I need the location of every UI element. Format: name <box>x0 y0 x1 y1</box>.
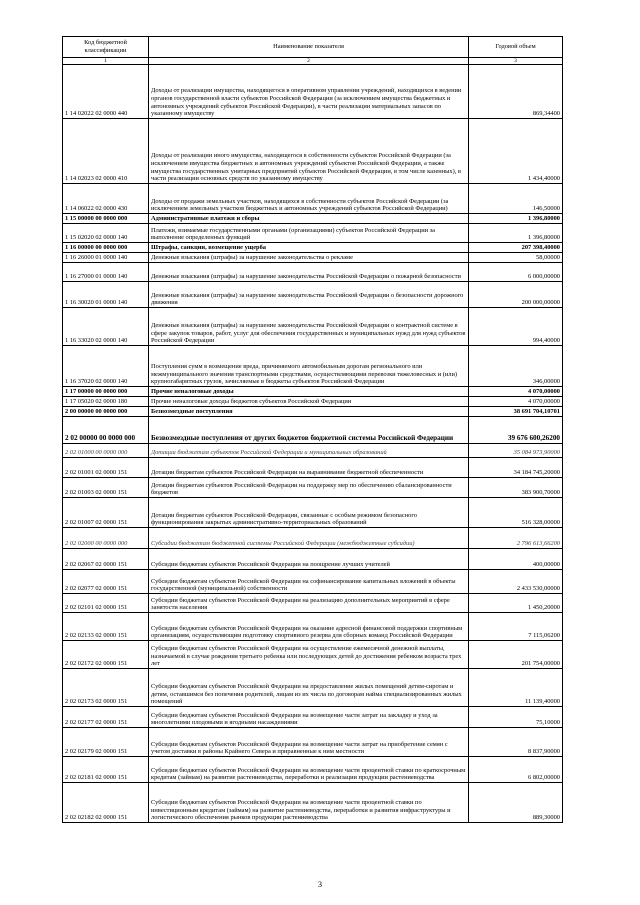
row-name: Доходы от реализации иного имущества, находящегося в собственности субъектов Российской Федерации (за исключением имущества бюджетных и автономных учреждений субъектов Российской Федерации, а также имущества государственных унитарных предприятий субъектов Российской Федерации, в том числе казенных), в части реализации основных средств по указанному имуществу <box>149 119 469 184</box>
row-code: 2 02 02179 02 0000 151 <box>63 728 149 757</box>
row-name: Субсидии бюджетам субъектов Российской Федерации на возмещение части затрат на приобретение семян с учетом доставки в районы Крайнего Севера и приравненные к ним местности <box>149 728 469 757</box>
row-amount: 2 796 613,66200 <box>469 528 563 549</box>
row-amount: 207 398,40000 <box>469 243 563 253</box>
row-code: 1 16 27000 01 0000 140 <box>63 263 149 282</box>
row-name: Субсидии бюджетам субъектов Российской Федерации на осуществление ежемесячной денежной выплаты, назначаемой в случае рождения третьего ребенка или последующих детей до достижения ребенком возраста трех лет <box>149 641 469 669</box>
row-code: 2 02 02077 02 0000 151 <box>63 570 149 594</box>
row-code: 2 02 02177 02 0000 151 <box>63 707 149 728</box>
table-row <box>63 594 563 613</box>
table-row <box>63 707 563 728</box>
row-name: Субсидии бюджетам субъектов Российской Федерации на предоставление жилых помещений детям-сиротам и детям, оставшимся без попечения родителей, лицам из их числа по договорам найма специализированных жилых помещений <box>149 669 469 707</box>
table-row <box>63 224 563 243</box>
row-code: 2 02 02133 02 0000 151 <box>63 613 149 641</box>
table-row <box>63 417 563 444</box>
row-code: 1 16 00000 00 0000 000 <box>63 243 149 253</box>
row-code: 1 16 26000 01 0000 140 <box>63 253 149 263</box>
row-amount: 8 837,90000 <box>469 728 563 757</box>
row-name: Дотации бюджетам субъектов Российской Федерации на поддержку мер по обеспечению сбалансированности бюджетов <box>149 478 469 498</box>
row-name: Денежные взыскания (штрафы) за нарушение законодательства Российской Федерации о безопасности дорожного движения <box>149 282 469 308</box>
table-row <box>63 119 563 184</box>
table-row <box>63 407 563 417</box>
page-number: 3 <box>318 880 322 889</box>
header-code: Код бюджетной классификации <box>63 37 149 58</box>
row-name: Доходы от продажи земельных участков, находящихся в собственности субъектов Российской Федерации (за исключением земельных участков бюджетных и автономных учреждений субъектов Российской Федерации) <box>149 184 469 214</box>
row-name: Субсидии бюджетам бюджетной системы Российской Федерации (межбюджетные субсидии) <box>149 528 469 549</box>
row-amount: 4 070,00000 <box>469 397 563 407</box>
row-amount: 889,30000 <box>469 783 563 823</box>
row-name: Субсидии бюджетам субъектов Российской Федерации на оказание адресной финансовой поддержки спортивным организациям, осуществляющим подготовку спортивного резерва для сборных команд Российской Федерации <box>149 613 469 641</box>
row-code: 2 02 02101 02 0000 151 <box>63 594 149 613</box>
row-name: Безвозмездные поступления от других бюджетов бюджетной системы Российской Федерации <box>149 417 469 444</box>
column-number-3: 3 <box>469 57 563 65</box>
table-row <box>63 282 563 308</box>
table-row <box>63 669 563 707</box>
row-amount: 34 184 745,20000 <box>469 458 563 478</box>
row-amount: 994,40000 <box>469 308 563 346</box>
table-row <box>63 549 563 570</box>
row-name: Прочие неналоговые доходы <box>149 387 469 397</box>
row-name: Дотации бюджетам субъектов Российской Федерации и муниципальных образований <box>149 444 469 458</box>
row-name: Доходы от реализации имущества, находящегося в оперативном управлении учреждений, находящихся в ведении органов государственной власти субъектов Российской Федерации (за исключением имущества бюджетных и автономных учреждений субъектов Российской Федерации), в части реализации материальных запасов по указанному имуществу <box>149 65 469 119</box>
row-name: Денежные взыскания (штрафы) за нарушение законодательства о рекламе <box>149 253 469 263</box>
row-code: 2 00 00000 00 0000 000 <box>63 407 149 417</box>
table-row <box>63 263 563 282</box>
table-row <box>63 184 563 214</box>
row-name: Субсидии бюджетам субъектов Российской Федерации на возмещение части процентной ставки по краткосрочным кредитам (займам) на развитие растениеводства, переработки и реализации продукции растениеводства <box>149 757 469 783</box>
table-row <box>63 214 563 224</box>
row-amount: 7 115,06200 <box>469 613 563 641</box>
row-amount: 346,00000 <box>469 346 563 387</box>
table-row <box>63 757 563 783</box>
table-row <box>63 728 563 757</box>
row-amount: 38 691 704,10701 <box>469 407 563 417</box>
row-code: 1 17 00000 00 0000 000 <box>63 387 149 397</box>
row-code: 2 02 02181 02 0000 151 <box>63 757 149 783</box>
row-name: Субсидии бюджетам субъектов Российской Федерации на возмещение части затрат на закладку и уход за многолетними плодовыми и ягодными насаждениями <box>149 707 469 728</box>
row-amount: 6 802,00000 <box>469 757 563 783</box>
row-amount: 58,00000 <box>469 253 563 263</box>
row-amount: 75,10000 <box>469 707 563 728</box>
row-amount: 35 084 973,90000 <box>469 444 563 458</box>
row-name: Субсидии бюджетам субъектов Российской Федерации на софинансирование капитальных вложений в объекты государственной (муниципальной) собственности <box>149 570 469 594</box>
row-name: Субсидии бюджетам субъектов Российской Федерации на реализацию дополнительных мероприятий в сфере занятости населения <box>149 594 469 613</box>
row-code: 1 17 05020 02 0000 180 <box>63 397 149 407</box>
row-code: 2 02 02067 02 0000 151 <box>63 549 149 570</box>
row-name: Платежи, взимаемые государственными органами (организациями) субъектов Российской Федерации за выполнение определенных функций <box>149 224 469 243</box>
row-amount: 2 433 530,00000 <box>469 570 563 594</box>
row-code: 2 02 02182 02 0000 151 <box>63 783 149 823</box>
table-row <box>63 613 563 641</box>
row-amount: 11 139,40000 <box>469 669 563 707</box>
row-code: 2 02 00000 00 0000 000 <box>63 417 149 444</box>
row-code: 2 02 01003 02 0000 151 <box>63 478 149 498</box>
table-row <box>63 458 563 478</box>
row-name: Денежные взыскания (штрафы) за нарушение законодательства Российской Федерации о пожарной безопасности <box>149 263 469 282</box>
column-number-row <box>63 57 563 65</box>
row-code: 1 15 02020 02 0000 140 <box>63 224 149 243</box>
header-amount: Годовой объем <box>469 37 563 58</box>
table-row <box>63 783 563 823</box>
table-row <box>63 641 563 669</box>
row-name: Денежные взыскания (штрафы) за нарушение законодательства Российской Федерации о контрактной системе в сфере закупок товаров, работ, услуг для обеспечения государственных и муниципальных нужд для нужд субъектов Российской Федерации <box>149 308 469 346</box>
row-name: Дотации бюджетам субъектов Российской Федерации, связанные с особым режимом безопасного функционирования закрытых административно-территориальных образований <box>149 498 469 528</box>
row-amount: 6 000,00000 <box>469 263 563 282</box>
table-row <box>63 253 563 263</box>
row-code: 1 16 33020 02 0000 140 <box>63 308 149 346</box>
row-code: 1 14 02023 02 0000 410 <box>63 119 149 184</box>
table-row <box>63 570 563 594</box>
row-code: 1 16 30020 01 0000 140 <box>63 282 149 308</box>
row-amount: 200 000,00000 <box>469 282 563 308</box>
row-amount: 383 900,70000 <box>469 478 563 498</box>
row-name: Дотации бюджетам субъектов Российской Федерации на выравнивание бюджетной обеспеченности <box>149 458 469 478</box>
table-row <box>63 397 563 407</box>
table-row <box>63 65 563 119</box>
row-amount: 516 328,00000 <box>469 498 563 528</box>
table-row <box>63 478 563 498</box>
table-row <box>63 308 563 346</box>
row-code: 1 14 06022 02 0000 430 <box>63 184 149 214</box>
row-code: 1 16 37020 02 0000 140 <box>63 346 149 387</box>
row-code: 1 15 00000 00 0000 000 <box>63 214 149 224</box>
row-name: Административные платежи и сборы <box>149 214 469 224</box>
row-code: 2 02 02173 02 0000 151 <box>63 669 149 707</box>
row-name: Безвозмездные поступления <box>149 407 469 417</box>
row-amount: 1 396,80000 <box>469 224 563 243</box>
row-name: Субсидии бюджетам субъектов Российской Федерации на поощрение лучших учителей <box>149 549 469 570</box>
row-code: 1 14 02022 02 0000 440 <box>63 65 149 119</box>
table-row <box>63 387 563 397</box>
header-name: Наименование показателя <box>149 37 469 58</box>
row-amount: 1 434,40000 <box>469 119 563 184</box>
column-number-2: 2 <box>149 57 469 65</box>
row-amount: 4 070,00000 <box>469 387 563 397</box>
row-amount: 1 450,20000 <box>469 594 563 613</box>
table-body <box>63 65 563 823</box>
table-row <box>63 444 563 458</box>
table-row <box>63 243 563 253</box>
row-amount: 146,50000 <box>469 184 563 214</box>
budget-revenue-table <box>62 36 563 823</box>
row-code: 2 02 01001 02 0000 151 <box>63 458 149 478</box>
row-name: Субсидии бюджетам субъектов Российской Федерации на возмещение части процентной ставки по инвестиционным кредитам (займам) на развитие растениеводства, переработки и развития инфраструктуры и логистического обеспечения рынков продукции растениеводства <box>149 783 469 823</box>
column-number-1: 1 <box>63 57 149 65</box>
row-code: 2 02 02172 02 0000 151 <box>63 641 149 669</box>
row-code: 2 02 01007 02 0000 151 <box>63 498 149 528</box>
row-name: Прочие неналоговые доходы бюджетов субъектов Российской Федерации <box>149 397 469 407</box>
table-header-row <box>63 37 563 58</box>
row-amount: 39 676 600,26200 <box>469 417 563 444</box>
row-amount: 869,34400 <box>469 65 563 119</box>
row-name: Штрафы, санкции, возмещение ущерба <box>149 243 469 253</box>
row-code: 2 02 01000 00 0000 000 <box>63 444 149 458</box>
table-row <box>63 528 563 549</box>
row-amount: 1 396,80000 <box>469 214 563 224</box>
table-row <box>63 498 563 528</box>
row-name: Поступления сумм в возмещение вреда, причиняемого автомобильным дорогам регионального или межмуниципального значения транспортными средствами, осуществляющими перевозки тяжеловесных и (или) крупногабаритных грузов, зачисляемые в бюджеты субъектов Российской Федерации <box>149 346 469 387</box>
row-amount: 201 754,00000 <box>469 641 563 669</box>
table-row <box>63 346 563 387</box>
row-amount: 400,00000 <box>469 549 563 570</box>
row-code: 2 02 02000 00 0000 000 <box>63 528 149 549</box>
